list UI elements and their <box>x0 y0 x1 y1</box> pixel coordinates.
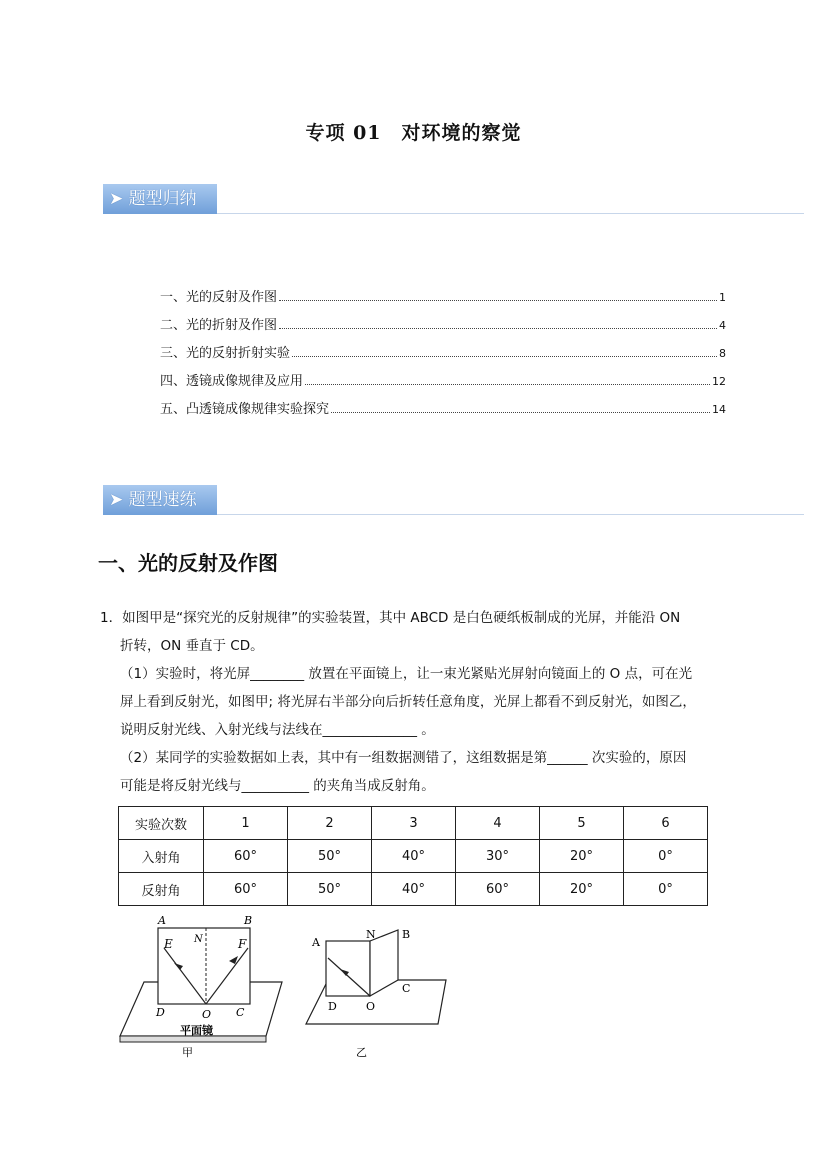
figure-yi <box>306 928 446 1059</box>
table-cell: 1 <box>204 807 288 840</box>
banner-practice: ➤ 题型速练 <box>103 485 217 515</box>
question-text: 说明反射光线、入射光线与法线在______________ 。 <box>120 722 435 738</box>
label-o: O <box>366 1000 376 1013</box>
toc-item-page: 12 <box>712 375 726 388</box>
table-cell: 40° <box>372 840 456 873</box>
toc-item-page: 4 <box>719 319 726 332</box>
table-cell: 0° <box>624 873 708 906</box>
toc-item[interactable] <box>160 286 726 314</box>
toc-item-label: 五、凸透镜成像规律实验探究 <box>160 402 330 417</box>
light-screen-left <box>326 941 370 996</box>
data-table <box>118 806 708 906</box>
table-cell: 6 <box>624 807 708 840</box>
question-1 <box>100 604 732 800</box>
table-cell: 入射角 <box>119 840 204 873</box>
toc-leader <box>292 355 717 357</box>
banner-summary: ➤ 题型归纳 <box>103 184 217 214</box>
label-a: A <box>312 936 320 949</box>
table-cell: 50° <box>288 840 372 873</box>
table-of-contents <box>160 286 726 426</box>
table-cell: 60° <box>204 873 288 906</box>
toc-item[interactable] <box>160 342 726 370</box>
toc-item-label: 三、光的反射折射实验 <box>160 346 291 361</box>
mirror-label: 平面镜 <box>180 1024 213 1037</box>
label-e: E <box>164 937 173 951</box>
question-text: （2）某同学的实验数据如上表，其中有一组数据测错了，这组数据是第______ 次实验的，原因 <box>120 750 687 766</box>
label-c: C <box>236 1006 245 1019</box>
question-text: 屏上看到反射光，如图甲; 将光屏右半部分向后折转任意角度，光屏上都看不到反射光，如图乙， <box>120 694 696 710</box>
table-cell: 40° <box>372 873 456 906</box>
table-cell: 5 <box>540 807 624 840</box>
table-cell: 60° <box>204 840 288 873</box>
label-b: B <box>402 928 411 941</box>
toc-item[interactable] <box>160 314 726 342</box>
label-b: B <box>244 914 253 927</box>
table-cell: 50° <box>288 873 372 906</box>
label-a: A <box>158 914 166 927</box>
table-cell: 60° <box>456 873 540 906</box>
table-cell: 反射角 <box>119 873 204 906</box>
question-text: 可能是将反射光线与__________ 的夹角当成反射角。 <box>120 778 435 794</box>
table-row <box>119 873 708 906</box>
label-o: O <box>202 1008 212 1021</box>
label-f: F <box>238 937 247 951</box>
figure-caption: 乙 <box>356 1046 367 1059</box>
toc-leader <box>305 383 710 385</box>
toc-item[interactable] <box>160 398 726 426</box>
table-row <box>119 840 708 873</box>
table-cell: 20° <box>540 840 624 873</box>
toc-leader <box>279 327 717 329</box>
toc-item-label: 四、透镜成像规律及应用 <box>160 374 304 389</box>
table-row <box>119 807 708 840</box>
toc-item-page: 14 <box>712 403 726 416</box>
toc-item-label: 二、光的折射及作图 <box>160 318 278 333</box>
label-d: D <box>328 1000 337 1013</box>
question-text: 1．如图甲是“探究光的反射规律”的实验装置，其中 ABCD 是白色硬纸板制成的光屏，并能沿 ON <box>100 610 681 626</box>
question-text: （1）实验时，将光屏________ 放置在平面镜上，让一束光紧贴光屏射向镜面上的 O 点，可在光 <box>120 666 693 682</box>
label-n: N <box>366 928 376 941</box>
banner-rule <box>217 213 804 214</box>
page-title: 专项 01 对环境的察觉 <box>305 122 522 144</box>
figure-area <box>116 908 456 1072</box>
table-cell: 2 <box>288 807 372 840</box>
banner-rule <box>217 514 804 515</box>
label-n: N <box>194 934 203 945</box>
table-cell: 4 <box>456 807 540 840</box>
question-text: 折转，ON 垂直于 CD。 <box>120 638 264 654</box>
toc-item-label: 一、光的反射及作图 <box>160 290 278 305</box>
table-cell: 3 <box>372 807 456 840</box>
table-cell: 实验次数 <box>119 807 204 840</box>
toc-item-page: 8 <box>719 347 726 360</box>
toc-leader <box>331 411 710 413</box>
label-d: D <box>156 1006 165 1019</box>
table-cell: 30° <box>456 840 540 873</box>
section-heading: 一、光的反射及作图 <box>98 551 278 575</box>
label-c: C <box>402 982 411 995</box>
toc-leader <box>279 299 717 301</box>
figure-jia <box>120 914 282 1059</box>
table-cell: 0° <box>624 840 708 873</box>
table-cell: 20° <box>540 873 624 906</box>
toc-item[interactable] <box>160 370 726 398</box>
figure-caption: 甲 <box>182 1046 193 1059</box>
toc-item-page: 1 <box>719 291 726 304</box>
optics-diagram <box>116 908 456 1068</box>
